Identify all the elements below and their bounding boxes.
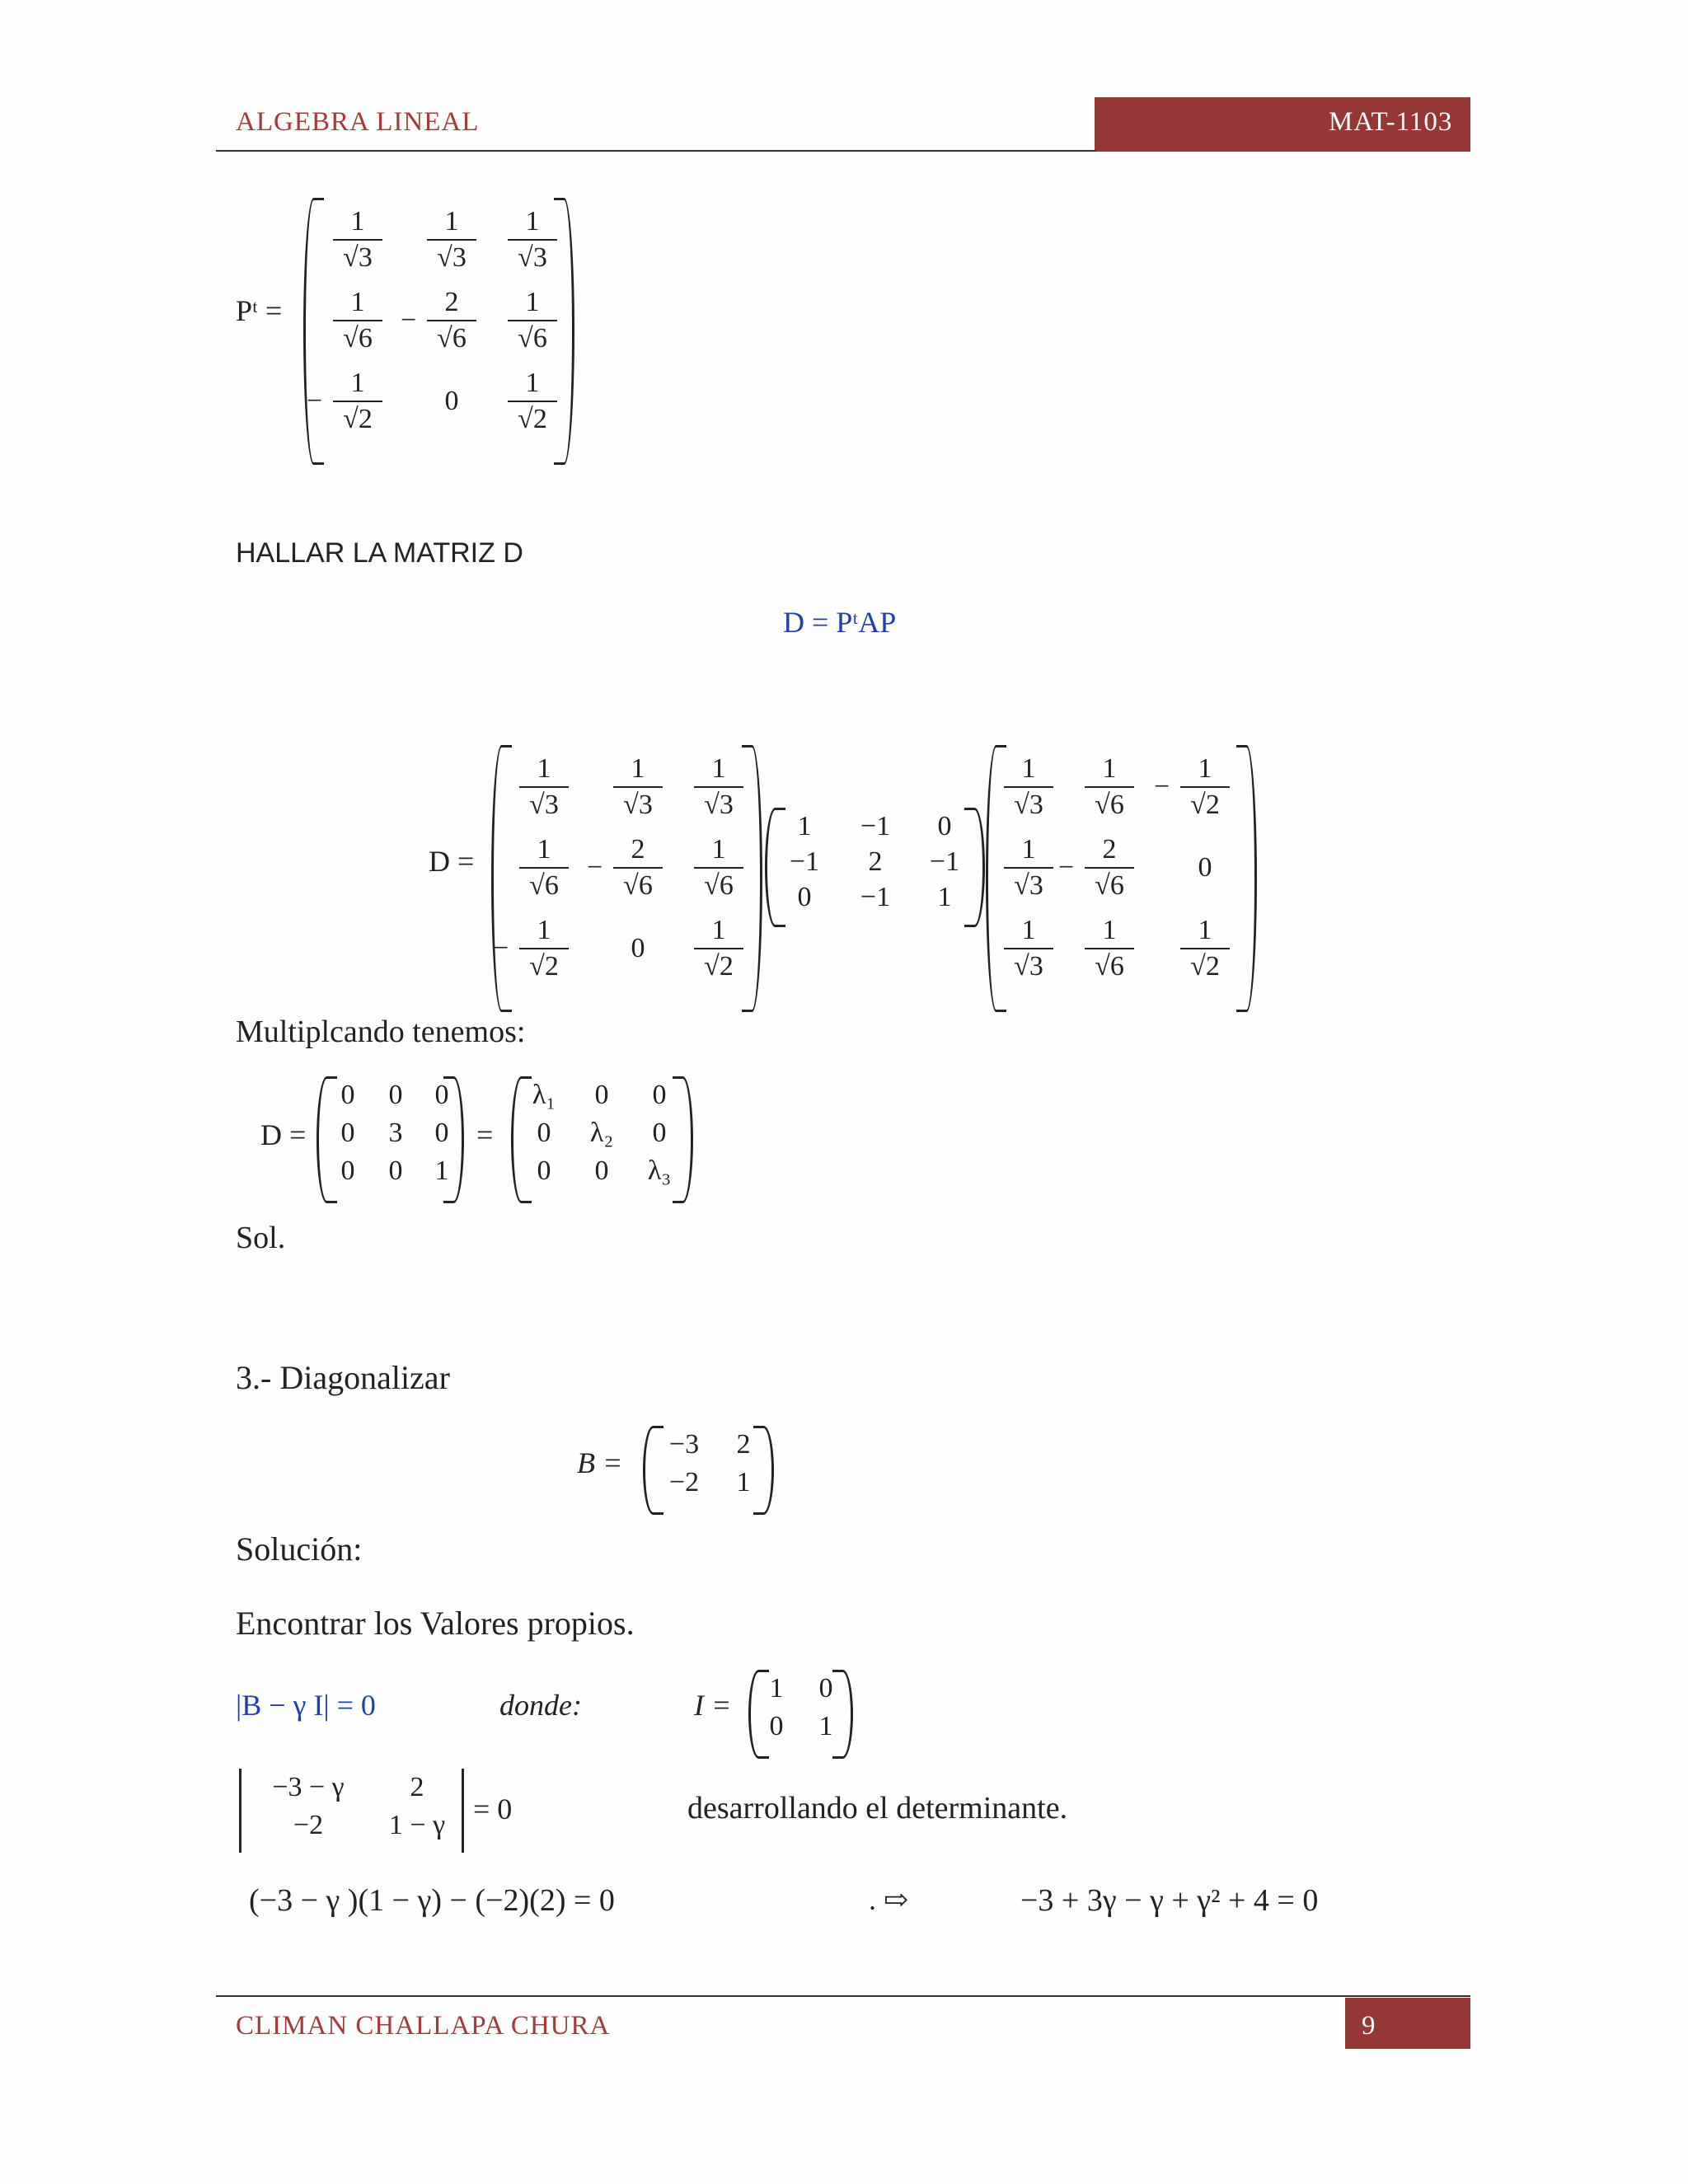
identity-matrix-left-paren xyxy=(748,1670,769,1759)
d-pt-matrix-numerator: 2 xyxy=(631,834,645,865)
lambda-matrix-cell: λ₁ xyxy=(532,1080,556,1110)
p-matrix-denominator: √3 xyxy=(1014,790,1043,820)
p-matrix-minus: − xyxy=(1058,852,1075,883)
determinant-matrix-cell: 1 − γ xyxy=(388,1810,446,1840)
pt-matrix-fraction xyxy=(333,287,382,354)
b-matrix-cell: 2 xyxy=(736,1429,751,1460)
determinant-matrix-left-bar xyxy=(239,1769,241,1853)
pt-label: Pᵗ = xyxy=(236,294,283,327)
d-result-matrix-left-paren xyxy=(316,1076,337,1203)
d-pt-matrix-fraction xyxy=(694,753,743,821)
expansion-left: (−3 − γ )(1 − γ) − (−2)(2) = 0 xyxy=(249,1883,615,1918)
identity-matrix-cell: 0 xyxy=(818,1673,833,1704)
p-matrix-denominator: √6 xyxy=(1095,790,1124,820)
b-matrix-right-paren xyxy=(753,1426,774,1515)
pt-matrix-numerator: 1 xyxy=(525,287,540,317)
d-pt-matrix-denominator: √3 xyxy=(529,790,559,820)
identity-matrix-cell: 1 xyxy=(818,1711,833,1741)
determinant-matrix-right-bar xyxy=(462,1769,464,1853)
d-pt-matrix-denominator: √6 xyxy=(529,870,559,901)
p-matrix-denominator: √6 xyxy=(1095,870,1124,901)
p-matrix-fraction xyxy=(1004,915,1053,982)
pt-matrix-numerator: 1 xyxy=(350,368,365,398)
d-result-matrix-cell: 0 xyxy=(388,1080,403,1110)
d-result-matrix-cell: 0 xyxy=(434,1118,449,1148)
p-matrix-numerator: 1 xyxy=(1198,915,1212,945)
p-matrix-denominator: √3 xyxy=(1014,870,1043,901)
d-result-matrix-cell: 0 xyxy=(340,1118,355,1148)
d-result-matrix-cell: 0 xyxy=(434,1080,449,1110)
footer-page-number: 9 xyxy=(1362,2011,1376,2041)
implies-arrow: . ⇨ xyxy=(869,1883,909,1916)
pt-matrix-fraction xyxy=(508,368,557,435)
pt-matrix-fraction-bar xyxy=(333,239,382,241)
pt-matrix-fraction xyxy=(427,206,476,274)
d-pt-matrix-fraction xyxy=(519,834,569,902)
pt-matrix-numerator: 1 xyxy=(525,206,540,237)
d-pt-matrix-fraction-bar xyxy=(613,867,663,869)
a-matrix-left-paren xyxy=(765,808,785,927)
d-result-matrix-cell: 3 xyxy=(388,1118,403,1148)
a-matrix-cell: 1 xyxy=(797,811,812,841)
p-matrix-fraction xyxy=(1004,753,1053,821)
d-pt-matrix-fraction-bar xyxy=(519,948,569,949)
p-matrix-fraction-bar xyxy=(1004,786,1053,788)
pt-matrix-fraction-bar xyxy=(508,239,557,241)
p-matrix-denominator: √2 xyxy=(1190,951,1220,982)
lambda-matrix-cell: 0 xyxy=(652,1118,667,1148)
pt-matrix-denominator: √3 xyxy=(518,242,547,273)
donde-text: donde: xyxy=(499,1689,582,1722)
p-matrix-fraction-bar xyxy=(1004,948,1053,949)
b-matrix-cell: −2 xyxy=(668,1467,700,1497)
a-matrix-cell: −1 xyxy=(929,846,960,877)
pt-matrix-fraction-bar xyxy=(427,239,476,241)
d-pt-matrix-fraction-bar xyxy=(694,948,743,949)
identity-matrix-right-paren xyxy=(832,1670,853,1759)
expansion-right: −3 + 3γ − γ + γ² + 4 = 0 xyxy=(1020,1883,1319,1918)
d-pt-matrix-denominator: √2 xyxy=(529,951,559,982)
header-title: ALGEBRA LINEAL xyxy=(236,107,480,137)
d-pt-matrix-fraction-bar xyxy=(694,867,743,869)
d-pt-matrix-numerator: 1 xyxy=(711,915,726,945)
a-matrix-right-paren xyxy=(964,808,985,927)
d-formula: D = PᵗAP xyxy=(783,606,897,639)
p-matrix-fraction-bar xyxy=(1085,948,1134,949)
d-pt-matrix-numerator: 1 xyxy=(537,753,551,784)
solucion-text: Solución: xyxy=(236,1530,363,1568)
pt-matrix-denominator: √6 xyxy=(437,323,467,354)
p-matrix-fraction xyxy=(1085,834,1134,902)
lambda-matrix-left-paren xyxy=(511,1076,532,1203)
hallar-heading: HALLAR LA MATRIZ D xyxy=(236,537,523,569)
pt-matrix-numerator: 1 xyxy=(444,206,459,237)
p-matrix-denominator: √6 xyxy=(1095,951,1124,982)
d-pt-matrix-denominator: √3 xyxy=(704,790,734,820)
lambda-matrix-cell: 0 xyxy=(537,1155,551,1186)
a-matrix-cell: 1 xyxy=(937,882,952,912)
a-matrix-cell: −1 xyxy=(789,846,820,877)
p-matrix-denominator: √2 xyxy=(1190,790,1220,820)
pt-matrix-denominator: √6 xyxy=(518,323,547,354)
pt-matrix-fraction-bar xyxy=(508,401,557,402)
i-label: I = xyxy=(694,1689,732,1722)
determinant-matrix-cell: −3 − γ xyxy=(272,1772,345,1802)
sol-text: Sol. xyxy=(236,1221,286,1255)
p-matrix-minus: − xyxy=(1154,771,1170,802)
a-matrix-cell: −1 xyxy=(860,882,891,912)
d-pt-matrix-fraction xyxy=(519,753,569,821)
identity-matrix-cell: 0 xyxy=(769,1711,784,1741)
encontrar-text: Encontrar los Valores propios. xyxy=(236,1605,635,1642)
pt-matrix-fraction xyxy=(427,287,476,354)
identity-matrix-cell: 1 xyxy=(769,1673,784,1704)
header-course-code: MAT-1103 xyxy=(1329,107,1453,137)
d-pt-matrix-denominator: √6 xyxy=(623,870,653,901)
pt-matrix-fraction-bar xyxy=(333,320,382,321)
d-pt-matrix-minus: − xyxy=(587,852,603,883)
determinant-matrix-cell: −2 xyxy=(293,1810,324,1840)
pt-matrix-numerator: 1 xyxy=(525,368,540,398)
pt-matrix-denominator: √2 xyxy=(518,404,547,434)
pt-matrix-denominator: √3 xyxy=(343,242,373,273)
d-pt-matrix-numerator: 1 xyxy=(711,753,726,784)
p-matrix-fraction xyxy=(1085,753,1134,821)
b-matrix-cell: −3 xyxy=(668,1429,700,1460)
pt-matrix-cell: 0 xyxy=(444,386,459,416)
lambda-matrix-cell: 0 xyxy=(537,1118,551,1148)
p-matrix-numerator: 1 xyxy=(1021,915,1036,945)
d-pt-matrix-fraction-bar xyxy=(613,786,663,788)
header-rule xyxy=(216,150,1096,152)
determinant-matrix-cell: 2 xyxy=(410,1772,424,1802)
lambda-matrix-cell: λ₂ xyxy=(589,1118,614,1148)
footer-author: CLIMAN CHALLAPA CHURA xyxy=(236,2011,611,2041)
p-matrix-numerator: 1 xyxy=(1021,834,1036,865)
pt-matrix-fraction-bar xyxy=(427,320,476,321)
pt-matrix-denominator: √3 xyxy=(437,242,467,273)
d-result-matrix-cell: 1 xyxy=(434,1155,449,1186)
b-label: B = xyxy=(577,1446,623,1479)
footer-rule xyxy=(216,1995,1470,1997)
d-pt-matrix-fraction-bar xyxy=(694,786,743,788)
d-pt-matrix-denominator: √3 xyxy=(623,790,653,820)
lambda-matrix-cell: 0 xyxy=(594,1155,609,1186)
p-matrix-numerator: 1 xyxy=(1021,753,1036,784)
pt-matrix-numerator: 2 xyxy=(444,287,459,317)
d-pt-matrix-left-paren xyxy=(491,745,512,1012)
d-pt-matrix-cell: 0 xyxy=(631,933,645,963)
d-pt-matrix-denominator: √6 xyxy=(704,870,734,901)
d-pt-matrix-numerator: 1 xyxy=(711,834,726,865)
pt-matrix-minus: − xyxy=(401,305,417,335)
pt-matrix-fraction xyxy=(333,206,382,274)
pt-matrix-fraction-bar xyxy=(333,401,382,402)
pt-matrix-fraction xyxy=(333,368,382,435)
d-pt-matrix-fraction xyxy=(519,915,569,982)
p-matrix-fraction-bar xyxy=(1004,867,1053,869)
d-pt-matrix-fraction xyxy=(694,834,743,902)
multiplicando-text: Multiplcando tenemos: xyxy=(236,1015,526,1049)
pt-matrix-numerator: 1 xyxy=(350,206,365,237)
d-label: D = xyxy=(429,845,475,878)
a-matrix-cell: 0 xyxy=(937,811,952,841)
a-matrix-cell: 0 xyxy=(797,882,812,912)
lambda-matrix-cell: 0 xyxy=(594,1080,609,1110)
d-pt-matrix-fraction-bar xyxy=(519,786,569,788)
p-matrix-denominator: √3 xyxy=(1014,951,1043,982)
d-pt-matrix-numerator: 1 xyxy=(631,753,645,784)
lambda-matrix-right-paren xyxy=(673,1076,693,1203)
d-result-matrix-cell: 0 xyxy=(340,1155,355,1186)
p-matrix-numerator: 1 xyxy=(1102,753,1117,784)
p-matrix-numerator: 2 xyxy=(1102,834,1117,865)
p-matrix-right-paren xyxy=(1236,745,1257,1012)
d-pt-matrix-fraction-bar xyxy=(519,867,569,869)
d-pt-matrix-numerator: 1 xyxy=(537,834,551,865)
d-pt-matrix-denominator: √2 xyxy=(704,951,734,982)
pt-matrix-minus: − xyxy=(307,386,323,416)
pt-matrix-fraction xyxy=(508,287,557,354)
d-pt-matrix-fraction xyxy=(613,753,663,821)
pt-matrix-fraction xyxy=(508,206,557,274)
p-matrix-cell: 0 xyxy=(1198,852,1212,883)
p-matrix-fraction xyxy=(1004,834,1053,902)
b-matrix-cell: 1 xyxy=(736,1467,751,1497)
pt-matrix-denominator: √6 xyxy=(343,323,373,354)
p-matrix-fraction-bar xyxy=(1085,786,1134,788)
p-matrix-numerator: 1 xyxy=(1198,753,1212,784)
p-matrix-fraction xyxy=(1085,915,1134,982)
d-pt-matrix-numerator: 1 xyxy=(537,915,551,945)
p-matrix-fraction-bar xyxy=(1180,786,1230,788)
characteristic-equation: |B − γ I| = 0 xyxy=(236,1689,376,1722)
desarrollando-text: desarrollando el determinante. xyxy=(687,1791,1068,1825)
a-matrix-cell: 2 xyxy=(868,846,883,877)
b-matrix-left-paren xyxy=(643,1426,663,1515)
d-pt-matrix-fraction xyxy=(694,915,743,982)
d-pt-matrix-minus: − xyxy=(493,933,509,963)
p-matrix-fraction-bar xyxy=(1180,948,1230,949)
determinant-equals: = 0 xyxy=(473,1793,513,1825)
pt-matrix-denominator: √2 xyxy=(343,404,373,434)
equals-sign: = xyxy=(476,1118,494,1151)
d-result-matrix-cell: 0 xyxy=(388,1155,403,1186)
p-matrix-fraction-bar xyxy=(1085,867,1134,869)
lambda-matrix-cell: λ₃ xyxy=(647,1155,672,1186)
d-pt-matrix-fraction xyxy=(613,834,663,902)
a-matrix-cell: −1 xyxy=(860,811,891,841)
p-matrix-fraction xyxy=(1180,753,1230,821)
pt-matrix-numerator: 1 xyxy=(350,287,365,317)
pt-matrix-fraction-bar xyxy=(508,320,557,321)
p-matrix-numerator: 1 xyxy=(1102,915,1117,945)
pt-matrix-left-paren xyxy=(303,198,324,465)
d-result-label: D = xyxy=(260,1118,307,1151)
p-matrix-fraction xyxy=(1180,915,1230,982)
d-pt-matrix-right-paren xyxy=(742,745,762,1012)
lambda-matrix-cell: 0 xyxy=(652,1080,667,1110)
problem-3-title: 3.- Diagonalizar xyxy=(236,1359,450,1396)
d-result-matrix-cell: 0 xyxy=(340,1080,355,1110)
